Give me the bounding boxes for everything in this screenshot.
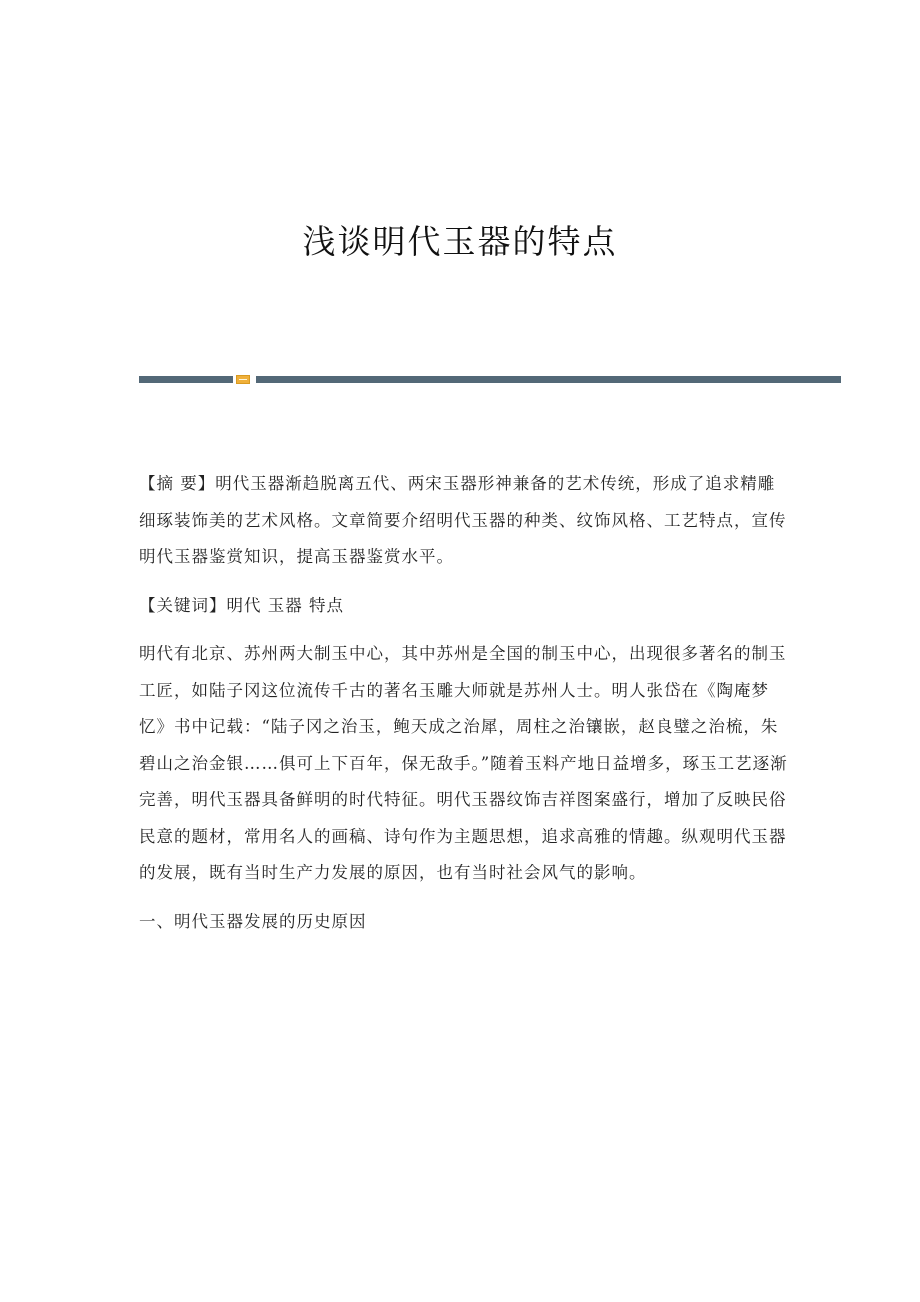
divider-right-bar (256, 376, 841, 383)
document-title: 浅谈明代玉器的特点 (302, 222, 618, 261)
title-divider (139, 375, 841, 384)
divider-left-bar (139, 376, 233, 383)
divider-ornament-icon (236, 375, 250, 384)
abstract-paragraph: 【摘 要】明代玉器渐趋脱离五代、两宋玉器形神兼备的艺术传统，形成了追求精雕细琢装饰美的艺术风格。文章简要介绍明代玉器的种类、纹饰风格、工艺特点，宣传明代玉器鉴赏知识，提高玉器鉴赏水平。 (139, 474, 787, 566)
document-body (139, 466, 789, 940)
keywords-paragraph: 【关键词】明代 玉器 特点 (139, 595, 344, 615)
body-paragraph: 明代有北京、苏州两大制玉中心，其中苏州是全国的制玉中心，出现很多著名的制玉工匠，如陆子冈这位流传千古的著名玉雕大师就是苏州人士。明人张岱在《陶庵梦忆》书中记载：“陆子冈之治玉，鲍天成之治犀，周柱之治镶嵌，赵良璧之治梳，朱碧山之治金银……俱可上下百年，保无敌手。”随着玉料产地日益增多，琢玉工艺逐渐完善，明代玉器具备鲜明的时代特征。明代玉器纹饰吉祥图案盛行，增加了反映民俗民意的题材，常用名人的画稿、诗句作为主题思想，追求高雅的情趣。纵观明代玉器的发展，既有当时生产力发展的原因，也有当时社会风气的影响。 (139, 644, 788, 882)
section-heading: 一、明代玉器发展的历史原因 (139, 911, 367, 931)
